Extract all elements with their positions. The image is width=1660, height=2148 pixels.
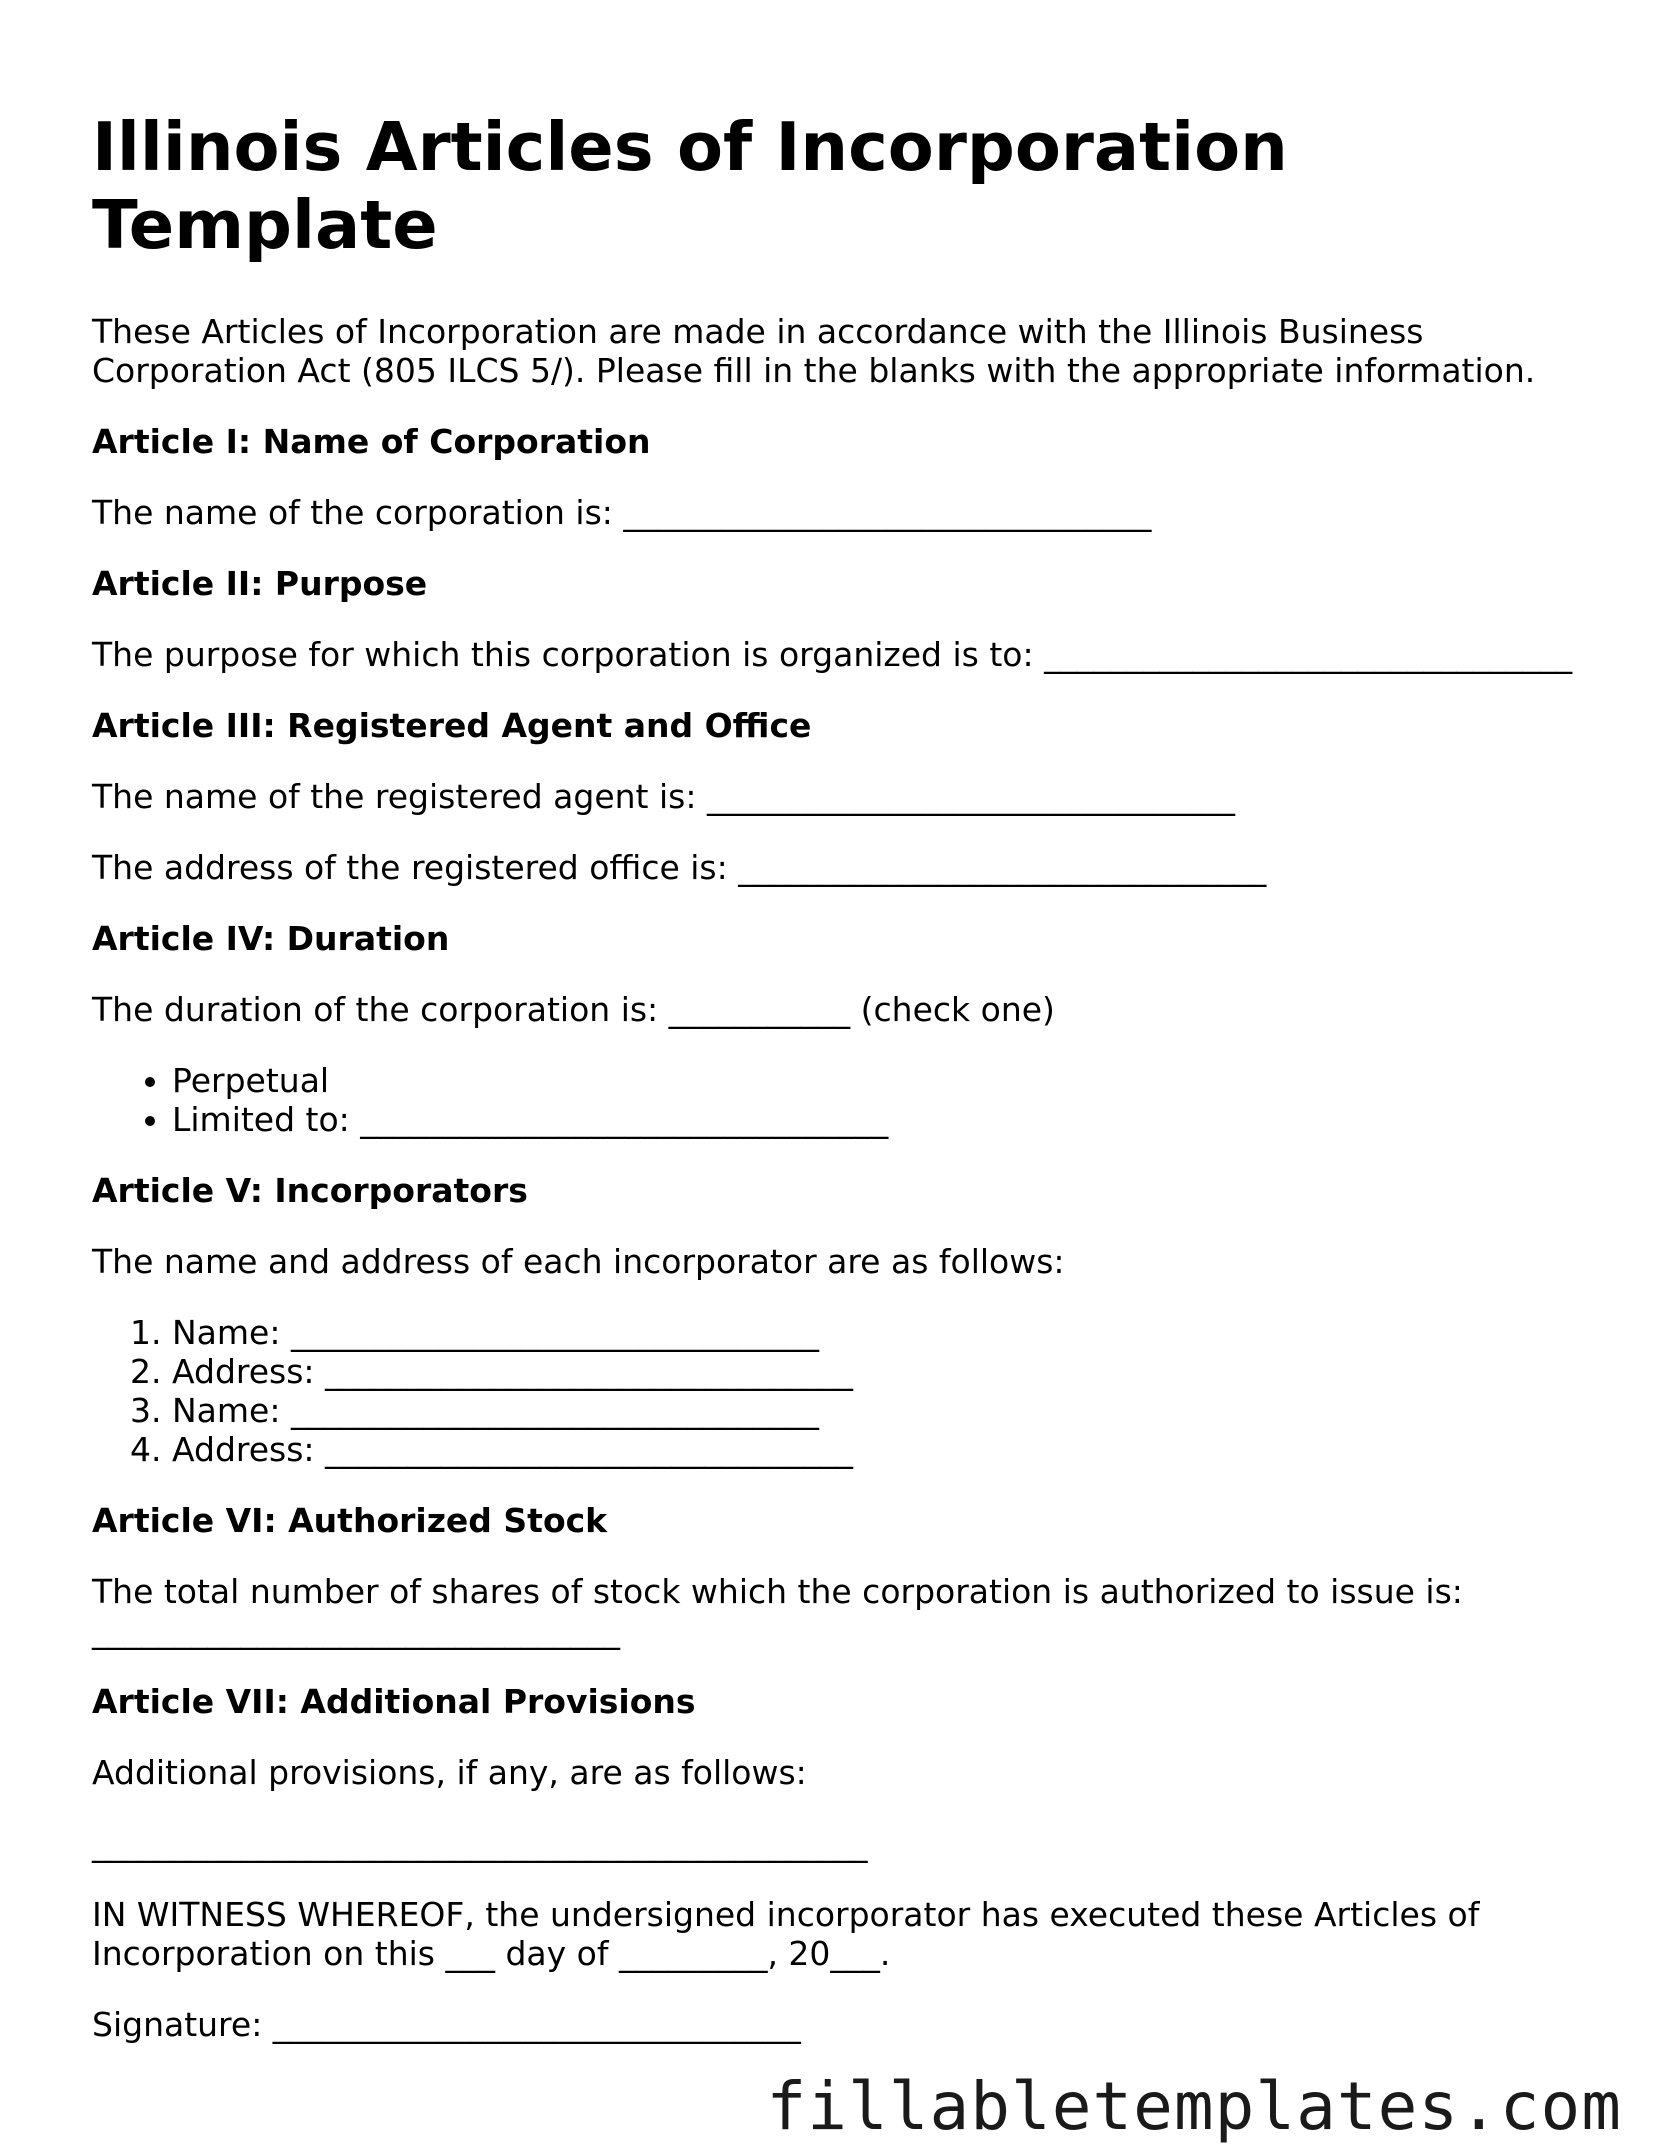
duration-option-perpetual[interactable]: • Perpetual: [172, 1061, 1592, 1100]
article-4-heading: Article IV: Duration: [92, 919, 450, 958]
additional-provisions-field[interactable]: _______________________________________________: [92, 1824, 868, 1863]
duration-option-limited[interactable]: • Limited to: ________________________________: [172, 1100, 1592, 1139]
incorporators-list: [92, 1313, 1592, 1469]
incorporator-address-field-2[interactable]: 4. Address: ________________________________: [172, 1430, 1592, 1469]
intro-paragraph: These Articles of Incorporation are made in accordance with the Illinois Business Corporation Act (805 ILCS 5/). Please fill in the blanks with the appropriate information.: [92, 312, 1536, 390]
article-7-heading: Article VII: Additional Provisions: [92, 1682, 696, 1721]
article-2-heading: Article II: Purpose: [92, 564, 428, 603]
incorporator-address-field-1[interactable]: 2. Address: ________________________________: [172, 1352, 1592, 1391]
authorized-stock-field[interactable]: [92, 1572, 1592, 1650]
article-3-heading: Article III: Registered Agent and Office: [92, 706, 812, 745]
signature-field[interactable]: Signature: ________________________________: [92, 2005, 801, 2044]
corporation-name-field[interactable]: The name of the corporation is: ________________________________: [92, 493, 1152, 532]
document-page: [92, 108, 1592, 2076]
registered-office-field[interactable]: The address of the registered office is: ________________________________: [92, 848, 1267, 887]
article-5-heading: Article V: Incorporators: [92, 1171, 528, 1210]
duration-options-list: [92, 1061, 1592, 1139]
watermark-logo: fillabletemplates.com: [766, 2068, 1622, 2145]
additional-provisions-label: Additional provisions, if any, are as follows:: [92, 1753, 807, 1792]
incorporators-intro: The name and address of each incorporator are as follows:: [92, 1242, 1065, 1281]
incorporator-name-field-2[interactable]: 3. Name: ________________________________: [172, 1391, 1592, 1430]
authorized-stock-label: The total number of shares of stock which the corporation is authorized to issue is:: [92, 1572, 1463, 1611]
registered-agent-field[interactable]: The name of the registered agent is: ________________________________: [92, 777, 1235, 816]
page-title: Illinois Articles of Incorporation Template: [92, 108, 1288, 264]
authorized-stock-blank[interactable]: ________________________________: [92, 1611, 620, 1650]
incorporator-name-field-1[interactable]: 1. Name: ________________________________: [172, 1313, 1592, 1352]
article-1-heading: Article I: Name of Corporation: [92, 422, 651, 461]
witness-statement[interactable]: IN WITNESS WHEREOF, the undersigned incorporator has executed these Articles of Incorporation on this ___ day of _________, 20___.: [92, 1895, 1480, 1973]
article-6-heading: Article VI: Authorized Stock: [92, 1501, 608, 1540]
purpose-field[interactable]: The purpose for which this corporation is organized is to: ________________________________: [92, 635, 1573, 674]
duration-field[interactable]: The duration of the corporation is: ___________ (check one): [92, 990, 1055, 1029]
